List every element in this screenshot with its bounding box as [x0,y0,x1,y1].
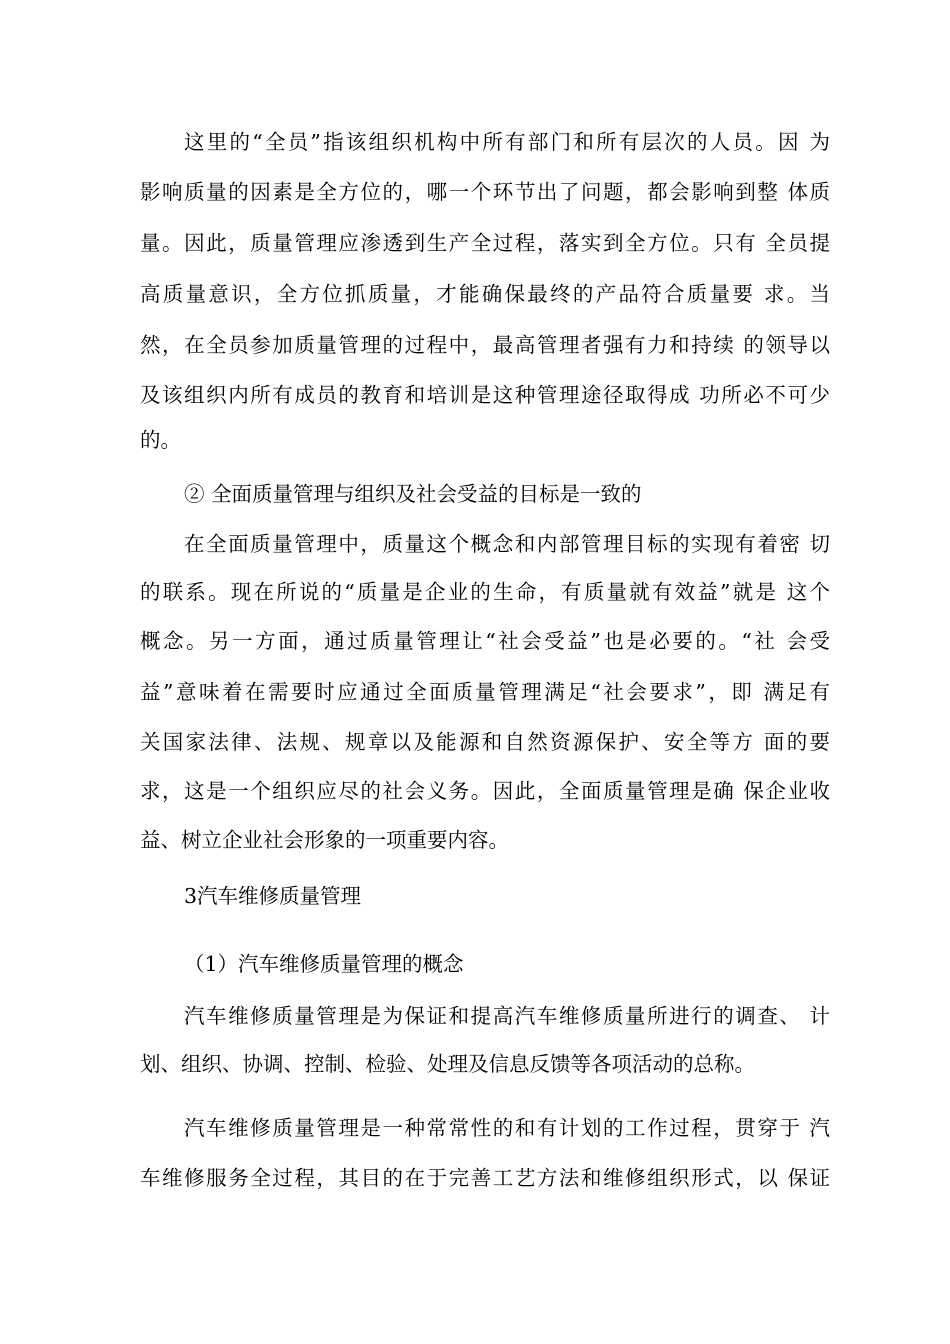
paragraph-2-line-1: 在全面质量管理中，质量这个概念和内部管理目标的实现有着密 切 [184,532,830,556]
subsection-heading-1: （1）汽车维修质量管理的概念 [184,952,464,976]
paragraph-4-line-1: 汽车维修质量管理是一种常常性的和有计划的工作过程，贯穿于 汽 [184,1116,830,1140]
paragraph-2-line-6: 求，这是一个组织应尽的社会义务。因此，全面质量管理是确 保企业收 [140,779,830,803]
paragraph-4-line-2: 车维修服务全过程，其目的在于完善工艺方法和维修组织形式，以 保证 [140,1166,830,1190]
paragraph-2-line-5: 关国家法律、法规、规章以及能源和自然资源保护、安全等方 面的要 [140,730,830,754]
paragraph-1-line-7: 的。 [140,428,181,452]
paragraph-3-line-1: 汽车维修质量管理是为保证和提高汽车维修质量所进行的调查、 计 [184,1004,830,1028]
paragraph-1-line-5: 然，在全员参加质量管理的过程中，最高管理者强有力和持续 的领导以 [140,333,830,357]
paragraph-2-line-4: 益”意味着在需要时应通过全面质量管理满足“社会要求”，即 满足有 [140,680,830,704]
paragraph-1-line-4: 高质量意识，全方位抓质量，才能确保最终的产品符合质量要 求。当 [140,282,830,306]
paragraph-2-line-2: 的联系。现在所说的“质量是企业的生命，有质量就有效益”就是 这个 [140,580,830,604]
section-heading-circled-2: ② 全面质量管理与组织及社会受益的目标是一致的 [184,482,642,506]
paragraph-2-line-7: 益、树立企业社会形象的一项重要内容。 [140,828,509,852]
paragraph-3-line-2: 划、组织、协调、控制、检验、处理及信息反馈等各项活动的总称。 [140,1052,755,1076]
paragraph-1-line-6: 及该组织内所有成员的教育和培训是这种管理途径取得成 功所必不可少 [140,383,830,407]
paragraph-2-line-3: 概念。另一方面，通过质量管理让“社会受益”也是必要的。“社 会受 [140,629,830,653]
section-heading-3: 3汽车维修质量管理 [184,884,362,908]
paragraph-1-line-3: 量。因此，质量管理应渗透到生产全过程，落实到全方位。只有 全员提 [140,231,830,255]
paragraph-1-line-1: 这里的“全员”指该组织机构中所有部门和所有层次的人员。因 为 [184,130,830,154]
paragraph-1-line-2: 影响质量的因素是全方位的，哪一个环节出了问题，都会影响到整 体质 [140,180,830,204]
